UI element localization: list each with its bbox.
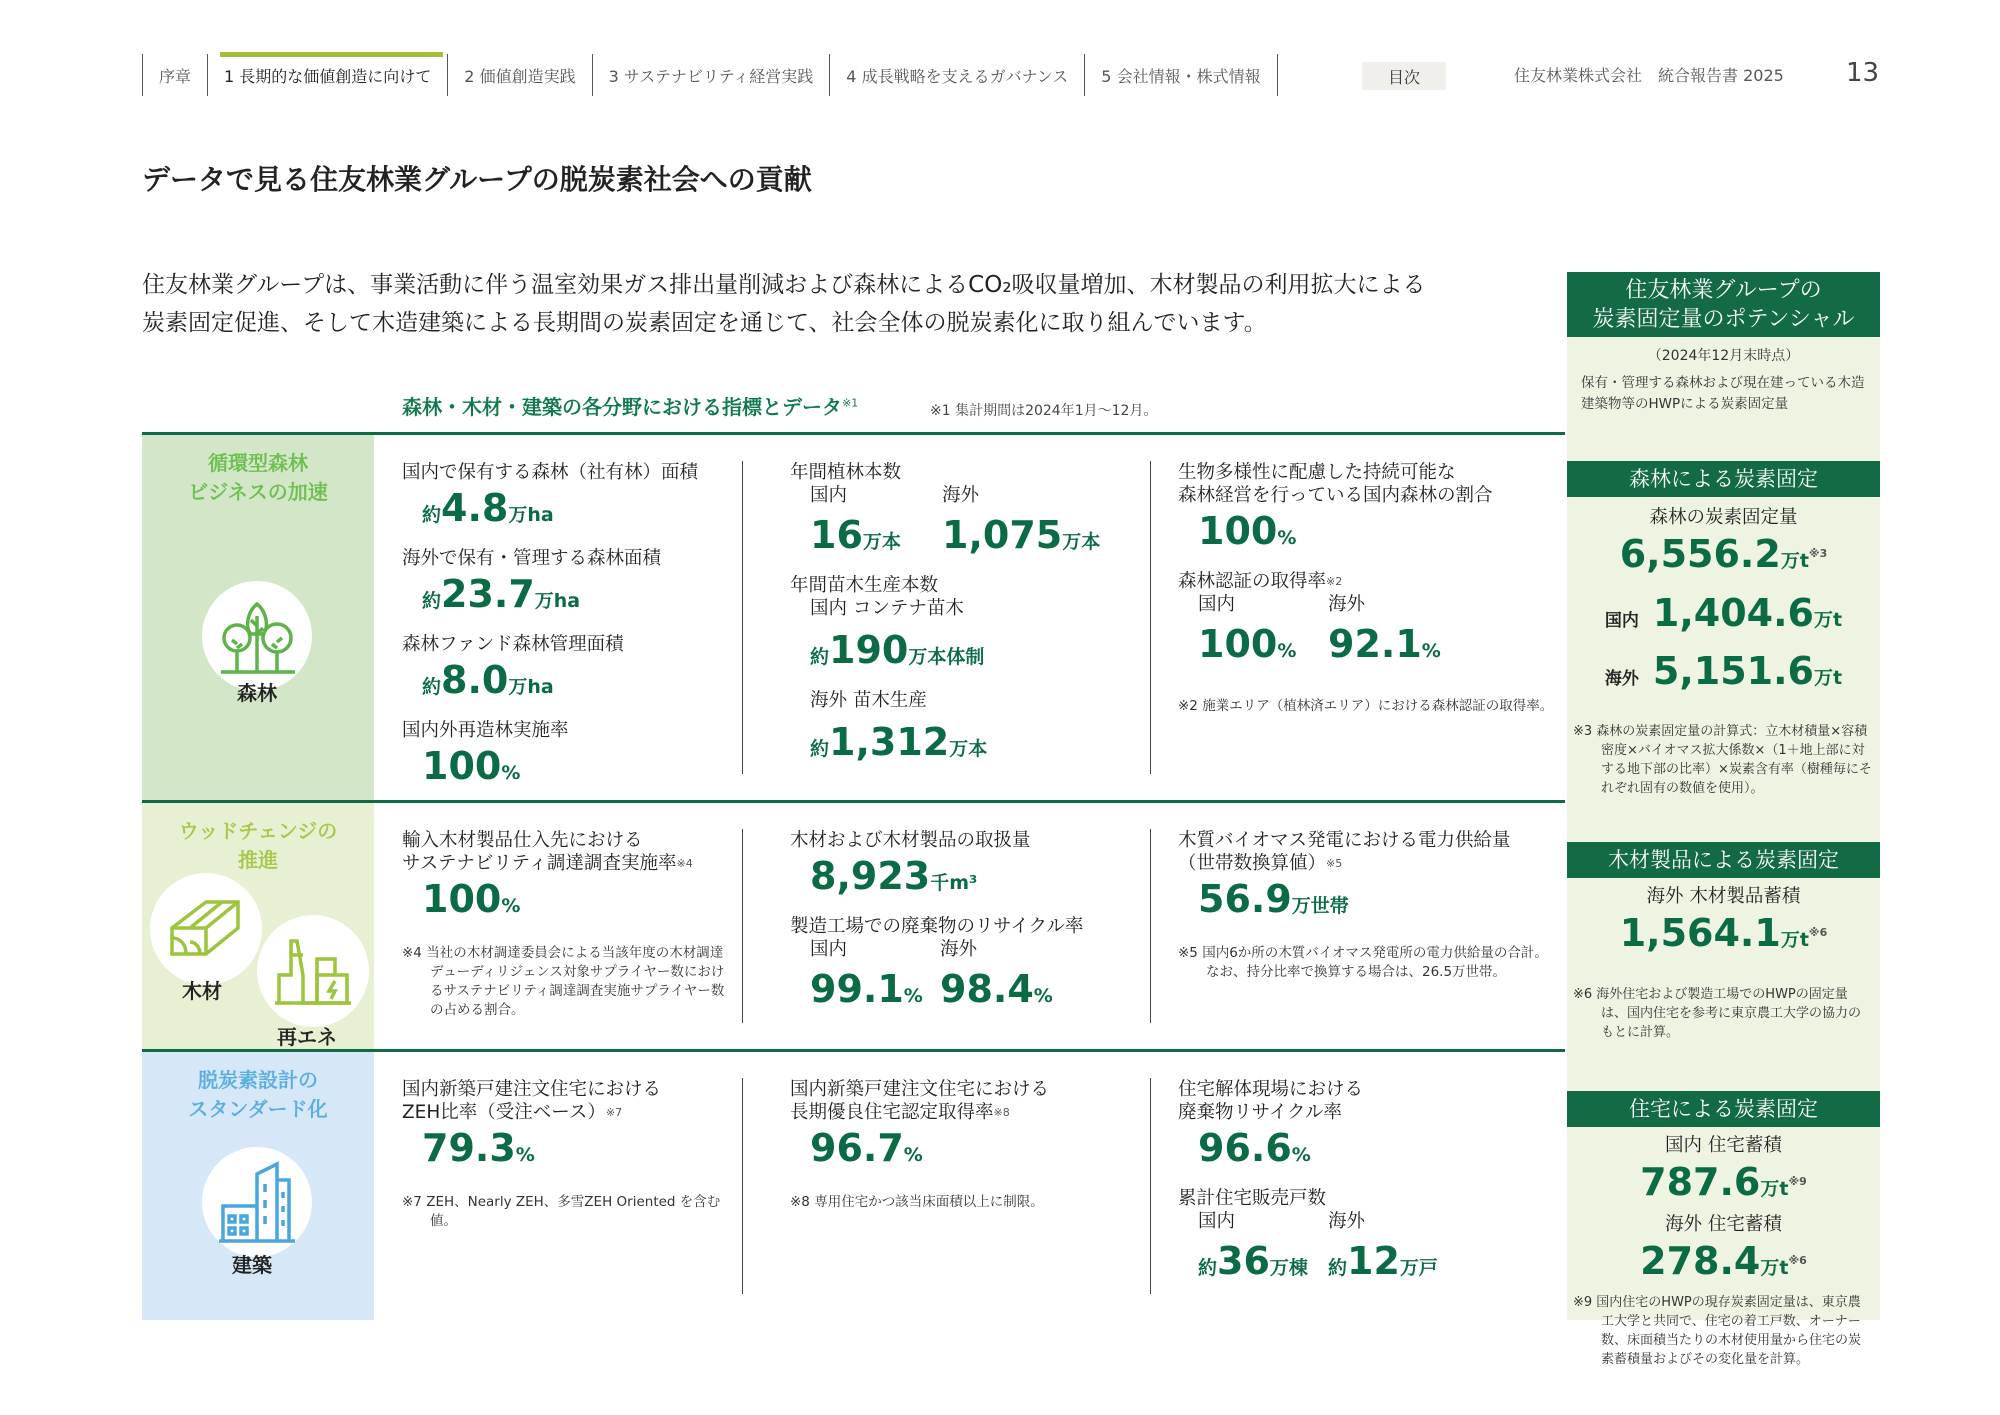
forest-carbon-overseas bbox=[1567, 648, 1880, 702]
metric-label bbox=[402, 547, 732, 570]
metric-label-text: 森林認証の取得率 bbox=[1178, 571, 1327, 592]
metric-item bbox=[1178, 1187, 1555, 1300]
metric-value bbox=[1308, 1237, 1438, 1292]
value-number: 79.3 bbox=[422, 1126, 516, 1170]
value-unit: % bbox=[1277, 527, 1297, 549]
category-title bbox=[142, 1066, 374, 1124]
metric-item bbox=[1178, 570, 1555, 683]
intro-line: 住友林業グループは、事業活動に伴う温室効果ガス排出量削減および森林によるCO₂吸収量増加、木材製品の利用拡大による bbox=[142, 272, 1426, 298]
metrics-column bbox=[742, 803, 1150, 1049]
metrics-column-content bbox=[374, 1052, 742, 1320]
metric-label-text: 木質バイオマス発電における電力供給量 bbox=[1178, 830, 1511, 851]
category-title bbox=[142, 817, 374, 875]
metric-pair-cell bbox=[920, 938, 1053, 1028]
metric-label bbox=[1178, 829, 1555, 875]
housing-domestic-label: 国内 住宅蓄積 bbox=[1665, 1135, 1782, 1156]
metric-label-text: 森林ファンド森林管理面積 bbox=[402, 634, 624, 655]
footnote-mark: ※3 bbox=[1808, 547, 1828, 560]
metric-pair bbox=[1178, 1210, 1555, 1300]
panel-title-line: 住友林業グループの bbox=[1625, 278, 1822, 303]
metric-value bbox=[1178, 875, 1555, 930]
metrics-column-content bbox=[1150, 1052, 1565, 1320]
metric-item bbox=[402, 461, 732, 539]
nav-tab[interactable]: 序章 bbox=[142, 54, 207, 96]
metric-value bbox=[402, 742, 732, 797]
value-prefix: 約 bbox=[810, 738, 830, 760]
value-number: 787.6 bbox=[1640, 1160, 1761, 1204]
as-of-date: （2024年12月末時点） bbox=[1647, 348, 1800, 364]
metric-item bbox=[1178, 697, 1555, 716]
category-title-line: ウッドチェンジの bbox=[178, 819, 338, 843]
value-number: 23.7 bbox=[441, 572, 535, 616]
metrics-column-content bbox=[374, 803, 742, 1049]
metric-pair-cell bbox=[1308, 1210, 1438, 1300]
value-number: 98.4 bbox=[940, 967, 1034, 1011]
metric-pair-cell bbox=[790, 484, 922, 574]
footnote-mark: ※8 bbox=[993, 1106, 1010, 1119]
footnote-mark: ※5 bbox=[1326, 857, 1343, 870]
metric-value bbox=[920, 965, 1053, 1020]
metric-label bbox=[1178, 1078, 1555, 1124]
metrics-column-content bbox=[742, 803, 1150, 1049]
metric-item bbox=[790, 829, 1140, 907]
metric-pair-cell bbox=[922, 484, 1101, 574]
metrics-column bbox=[1150, 435, 1565, 800]
footnote-mark: ※6 bbox=[1808, 926, 1828, 939]
category-title-line: ビジネスの加速 bbox=[188, 480, 328, 504]
metric-label-text: 廃棄物リサイクル率 bbox=[1178, 1102, 1342, 1123]
value-prefix: 約 bbox=[422, 504, 442, 526]
value-number: 56.9 bbox=[1198, 877, 1292, 921]
nav-tab[interactable]: 4 成長戦略を支えるガバナンス bbox=[829, 54, 1084, 96]
metric-value bbox=[790, 965, 923, 1020]
value-unit: % bbox=[903, 1144, 923, 1166]
intro-text bbox=[142, 266, 1426, 342]
toc-button[interactable]: 目次 bbox=[1362, 62, 1446, 90]
metric-value bbox=[402, 875, 732, 930]
metric-item bbox=[402, 547, 732, 625]
wood-section-header: 木材製品による炭素固定 bbox=[1567, 842, 1880, 878]
housing-domestic-value bbox=[1567, 1159, 1880, 1212]
category-title-line: 循環型森林 bbox=[208, 451, 308, 475]
value-number: 92.1 bbox=[1328, 622, 1422, 666]
metric-item bbox=[1178, 461, 1555, 562]
metrics-column-content bbox=[374, 435, 742, 800]
forest-carbon-total bbox=[1567, 531, 1880, 584]
metric-sublabel: 海外 bbox=[1328, 594, 1366, 615]
metric-value bbox=[1178, 620, 1308, 675]
metric-label bbox=[402, 719, 732, 742]
value-unit: % bbox=[1291, 1144, 1311, 1166]
metric-item bbox=[790, 461, 1140, 574]
nav-tab[interactable]: 2 価値創造実践 bbox=[447, 54, 591, 96]
footnote: ※4 当社の木材調達委員会による当該年度の木材調達デューディリジェンス対象サプライヤー数におけるサステナビリティ調達調査実施サプライヤー数の占める割合。 bbox=[402, 945, 725, 1018]
metric-sublabel: 国内 コンテナ苗木 bbox=[810, 598, 964, 619]
metrics-column bbox=[1150, 1052, 1565, 1320]
metric-value bbox=[402, 656, 732, 711]
value-unit: 万t bbox=[1760, 1257, 1789, 1279]
metric-label-text: 輸入木材製品仕入先における bbox=[402, 830, 643, 851]
footnote: ※2 施業エリア（植林済エリア）における森林認証の取得率。 bbox=[1178, 698, 1554, 714]
section-heading bbox=[402, 391, 858, 420]
panel-title bbox=[1567, 272, 1880, 337]
nav-tab[interactable]: 5 会社情報・株式情報 bbox=[1084, 54, 1276, 96]
nav-tab[interactable]: 3 サステナビリティ経営実践 bbox=[592, 54, 830, 96]
metric-sublabel: 国内 bbox=[810, 485, 848, 506]
metrics-column bbox=[742, 435, 1150, 800]
value-unit: % bbox=[515, 1144, 535, 1166]
footnote: ※8 専用住宅かつ該当床面積以上に制限。 bbox=[790, 1194, 1044, 1210]
renewable-energy-icon bbox=[257, 915, 369, 1027]
metric-item bbox=[402, 829, 732, 930]
metric-item bbox=[790, 1078, 1140, 1179]
forest-icon bbox=[202, 581, 312, 691]
value-unit: 万t bbox=[1780, 929, 1809, 951]
metric-pair-cell bbox=[790, 938, 923, 1028]
value-number: 100 bbox=[1198, 622, 1278, 666]
value-number: 190 bbox=[829, 628, 909, 672]
value-number: 96.7 bbox=[810, 1126, 904, 1170]
metric-sublabel: 国内 bbox=[1198, 594, 1236, 615]
value-unit: 千m³ bbox=[930, 872, 978, 894]
housing-section-header: 住宅による炭素固定 bbox=[1567, 1091, 1880, 1127]
value-prefix: 約 bbox=[422, 590, 442, 612]
metric-label-text: 国内新築戸建注文住宅における bbox=[402, 1079, 662, 1100]
metric-value bbox=[402, 570, 732, 625]
footnote: ※7 ZEH、Nearly ZEH、多雪ZEH Oriented を含む値。 bbox=[402, 1194, 721, 1229]
value-number: 36 bbox=[1217, 1239, 1270, 1283]
value-unit: 万本 bbox=[1062, 531, 1101, 553]
metric-value bbox=[922, 511, 1101, 566]
metric-label-text: 国内外再造林実施率 bbox=[402, 720, 569, 741]
metrics-column bbox=[1150, 803, 1565, 1049]
value-number: 1,404.6 bbox=[1652, 591, 1814, 635]
value-number: 96.6 bbox=[1198, 1126, 1292, 1170]
panel-description: 保有・管理する森林および現在建っている木造建築物等のHWPによる炭素固定量 bbox=[1581, 375, 1865, 412]
value-unit: 万本 bbox=[862, 531, 901, 553]
value-unit: % bbox=[1421, 640, 1441, 662]
metric-label-text: 累計住宅販売戸数 bbox=[1178, 1188, 1327, 1209]
metric-label bbox=[790, 915, 1140, 938]
carbon-potential-panel bbox=[1567, 272, 1880, 1367]
value-unit: % bbox=[903, 985, 923, 1007]
building-icon bbox=[202, 1147, 312, 1257]
metrics-row bbox=[142, 800, 1565, 1049]
metric-value bbox=[1308, 620, 1441, 675]
metrics-column-content bbox=[1150, 803, 1565, 1049]
metric-label-text: 海外で保有・管理する森林面積 bbox=[402, 548, 662, 569]
value-prefix: 約 bbox=[1328, 1257, 1348, 1279]
value-number: 1,312 bbox=[829, 720, 950, 764]
section-nav bbox=[142, 54, 1278, 96]
forest-section-header: 森林による炭素固定 bbox=[1567, 461, 1880, 497]
metric-label bbox=[790, 829, 1140, 852]
metric-label-text: 生物多様性に配慮した持続可能な bbox=[1178, 462, 1456, 483]
metric-label-text: 住宅解体現場における bbox=[1178, 1079, 1364, 1100]
metric-label-text: （世帯数換算値） bbox=[1178, 853, 1327, 874]
forest-carbon-domestic bbox=[1567, 590, 1880, 644]
category-title-line: 推進 bbox=[238, 848, 278, 872]
section-heading-text: 森林・木材・建築の各分野における指標とデータ bbox=[402, 395, 842, 419]
icon-label: 建築 bbox=[232, 1253, 272, 1277]
metric-label bbox=[402, 633, 732, 656]
metric-label-text: 年間植林本数 bbox=[790, 462, 902, 483]
metric-label-text: 年間苗木生産本数 bbox=[790, 575, 939, 596]
value-unit: 万世帯 bbox=[1291, 895, 1349, 917]
value-number: 1,564.1 bbox=[1619, 911, 1781, 955]
metrics-column-content bbox=[1150, 435, 1565, 800]
value-prefix: 国内 bbox=[1604, 611, 1639, 631]
wood-icon bbox=[150, 873, 262, 985]
metric-label-text: 長期優良住宅認定取得率 bbox=[790, 1102, 994, 1123]
metric-label-text: ZEH比率（受注ベース） bbox=[402, 1102, 606, 1123]
metric-label-text: 国内新築戸建注文住宅における bbox=[790, 1079, 1050, 1100]
metric-label bbox=[402, 461, 732, 484]
metric-value bbox=[790, 626, 1140, 681]
metric-item bbox=[790, 1193, 1140, 1212]
value-unit: 万t bbox=[1813, 609, 1843, 631]
metric-item bbox=[1178, 944, 1555, 982]
category-title-line: 脱炭素設計の bbox=[198, 1068, 318, 1092]
report-name: 住友林業株式会社 統合報告書 2025 bbox=[1514, 66, 1784, 85]
value-unit: % bbox=[501, 762, 521, 784]
wood-carbon-label: 海外 木材製品蓄積 bbox=[1646, 886, 1801, 907]
value-number: 4.8 bbox=[441, 486, 509, 530]
metric-label bbox=[402, 1078, 732, 1124]
metric-item bbox=[402, 719, 732, 797]
footnote-mark: ※7 bbox=[605, 1106, 623, 1119]
metric-label bbox=[1178, 461, 1555, 507]
value-number: 1,075 bbox=[942, 513, 1063, 557]
metric-pair-cell bbox=[1308, 593, 1441, 683]
metric-label bbox=[402, 829, 732, 875]
icon-label: 再エネ bbox=[277, 1025, 337, 1049]
value-unit: % bbox=[501, 895, 521, 917]
value-number: 16 bbox=[810, 513, 863, 557]
metrics-column-content bbox=[742, 1052, 1150, 1320]
housing-overseas-label: 海外 住宅蓄積 bbox=[1665, 1214, 1782, 1235]
value-number: 99.1 bbox=[810, 967, 904, 1011]
metric-value bbox=[1178, 1124, 1555, 1179]
intro-line: 炭素固定促進、そして木造建築による長期間の炭素固定を通じて、社会全体の脱炭素化に取り組んでいます。 bbox=[142, 310, 1267, 336]
metric-item bbox=[790, 574, 1140, 681]
metric-value bbox=[402, 484, 732, 539]
category-cell bbox=[142, 803, 374, 1049]
metric-label-text: 森林経営を行っている国内森林の割合 bbox=[1178, 485, 1493, 506]
metrics-column-content bbox=[742, 435, 1150, 800]
metric-label-text: 国内で保有する森林（社有林）面積 bbox=[402, 462, 699, 483]
panel-title-line: 炭素固定量のポテンシャル bbox=[1592, 307, 1855, 332]
category-title-line: スタンダード化 bbox=[188, 1097, 328, 1121]
forest-carbon-label: 森林の炭素固定量 bbox=[1649, 507, 1798, 528]
metric-item bbox=[790, 689, 1140, 773]
metric-item bbox=[402, 944, 732, 1020]
metrics-row bbox=[142, 432, 1565, 800]
metric-sublabel: 海外 苗木生産 bbox=[810, 690, 927, 711]
footnote-3: ※3 森林の炭素固定量の計算式：立木材積量×容積密度×バイオマス拡大係数×（1＋地上部に対する地下部の比率）×炭素含有率（樹種毎にそれぞれ固有の数値を使用）。 bbox=[1573, 724, 1872, 796]
footnote-6: ※6 海外住宅および製造工場でのHWPの固定量は、国内住宅を参考に東京農工大学の協力のもとに計算。 bbox=[1573, 987, 1862, 1040]
value-number: 100 bbox=[422, 877, 502, 921]
metric-value bbox=[790, 852, 1140, 907]
metrics-column bbox=[374, 803, 742, 1049]
value-unit: % bbox=[1033, 985, 1053, 1007]
value-unit: 万t bbox=[1780, 550, 1809, 572]
value-number: 12 bbox=[1347, 1239, 1400, 1283]
page-title: データで見る住友林業グループの脱炭素社会への貢献 bbox=[142, 163, 812, 196]
value-prefix: 約 bbox=[1198, 1257, 1218, 1279]
category-cell bbox=[142, 1052, 374, 1320]
metric-value bbox=[1178, 1237, 1308, 1292]
wood-carbon-value bbox=[1567, 910, 1880, 963]
value-unit: 万t bbox=[1760, 1178, 1789, 1200]
metric-label bbox=[1178, 570, 1555, 593]
metric-pair bbox=[790, 484, 1140, 574]
metrics-column bbox=[374, 1052, 742, 1320]
value-unit: 万ha bbox=[508, 676, 554, 698]
metric-sublabel: 海外 bbox=[1328, 1211, 1366, 1232]
footnote-mark: ※9 bbox=[1788, 1175, 1807, 1188]
footnote-1: ※1 集計期間は2024年1月～12月。 bbox=[930, 403, 1158, 419]
value-unit: 万ha bbox=[508, 504, 554, 526]
nav-divider bbox=[1277, 54, 1278, 96]
value-unit: 万ha bbox=[534, 590, 581, 612]
value-prefix: 約 bbox=[422, 676, 442, 698]
metric-pair bbox=[1178, 593, 1555, 683]
metric-label-text: サステナビリティ調達調査実施率 bbox=[402, 853, 677, 874]
metric-sublabel: 海外 bbox=[940, 939, 978, 960]
metric-item bbox=[402, 1193, 732, 1231]
footnote: ※5 国内6か所の木質バイオマス発電所の電力供給量の合計。なお、持分比率で換算する場合は、26.5万世帯。 bbox=[1178, 945, 1548, 980]
metric-pair-cell bbox=[1178, 1210, 1308, 1300]
metrics-column bbox=[374, 435, 742, 800]
nav-tab[interactable]: 1 長期的な価値創造に向けて bbox=[207, 54, 447, 96]
footnote-mark: ※4 bbox=[676, 857, 693, 870]
metric-sublabel: 国内 bbox=[810, 939, 848, 960]
metric-value bbox=[790, 1124, 1140, 1179]
icon-label: 木材 bbox=[182, 979, 222, 1003]
page-number: 13 bbox=[1846, 58, 1880, 88]
metric-value bbox=[402, 1124, 732, 1179]
category-cell bbox=[142, 435, 374, 800]
metric-label bbox=[1178, 1187, 1555, 1210]
metric-value bbox=[790, 718, 1140, 773]
value-number: 100 bbox=[422, 744, 502, 788]
value-unit: 万棟 bbox=[1269, 1257, 1308, 1279]
value-number: 100 bbox=[1198, 509, 1278, 553]
metric-label bbox=[790, 461, 1140, 484]
metric-value bbox=[1178, 507, 1555, 562]
metric-item bbox=[402, 1078, 732, 1179]
metric-pair bbox=[790, 938, 1140, 1028]
footnote-mark: ※6 bbox=[1788, 1254, 1807, 1267]
metric-item bbox=[402, 633, 732, 711]
value-unit: 万本 bbox=[949, 738, 988, 760]
value-number: 5,151.6 bbox=[1652, 649, 1814, 693]
value-unit: 万戸 bbox=[1399, 1257, 1438, 1279]
value-prefix: 海外 bbox=[1604, 669, 1639, 689]
category-title bbox=[142, 449, 374, 507]
value-prefix: 約 bbox=[810, 646, 830, 668]
value-number: 278.4 bbox=[1640, 1239, 1761, 1283]
metric-value bbox=[790, 511, 922, 566]
metrics-row bbox=[142, 1049, 1565, 1320]
metric-label bbox=[790, 574, 1140, 597]
housing-overseas-value bbox=[1567, 1238, 1880, 1291]
metric-item bbox=[1178, 1078, 1555, 1179]
value-number: 8.0 bbox=[441, 658, 509, 702]
metric-item bbox=[1178, 829, 1555, 930]
metric-pair-cell bbox=[1178, 593, 1308, 683]
metric-label-text: 木材および木材製品の取扱量 bbox=[790, 830, 1031, 851]
metric-sublabel: 国内 bbox=[1198, 1211, 1236, 1232]
metric-label bbox=[790, 1078, 1140, 1124]
metrics-column bbox=[742, 1052, 1150, 1320]
metric-label-text: 製造工場での廃棄物のリサイクル率 bbox=[790, 916, 1084, 937]
metric-sublabel: 海外 bbox=[942, 485, 980, 506]
value-unit: % bbox=[1277, 640, 1297, 662]
value-number: 6,556.2 bbox=[1619, 532, 1781, 576]
value-unit: 万t bbox=[1813, 667, 1843, 689]
value-number: 8,923 bbox=[810, 854, 931, 898]
icon-label: 森林 bbox=[237, 681, 277, 705]
metric-item bbox=[790, 915, 1140, 1028]
footnote-mark: ※2 bbox=[1326, 575, 1343, 588]
footnote-mark: ※1 bbox=[842, 396, 859, 410]
value-unit: 万本体制 bbox=[908, 646, 985, 668]
footnote-9: ※9 国内住宅のHWPの現存炭素固定量は、東京農工大学と共同で、住宅の着工戸数、オーナー数、床面積当たりの木材使用量から住宅の炭素蓄積量およびその変化量を計算。 bbox=[1573, 1295, 1862, 1367]
